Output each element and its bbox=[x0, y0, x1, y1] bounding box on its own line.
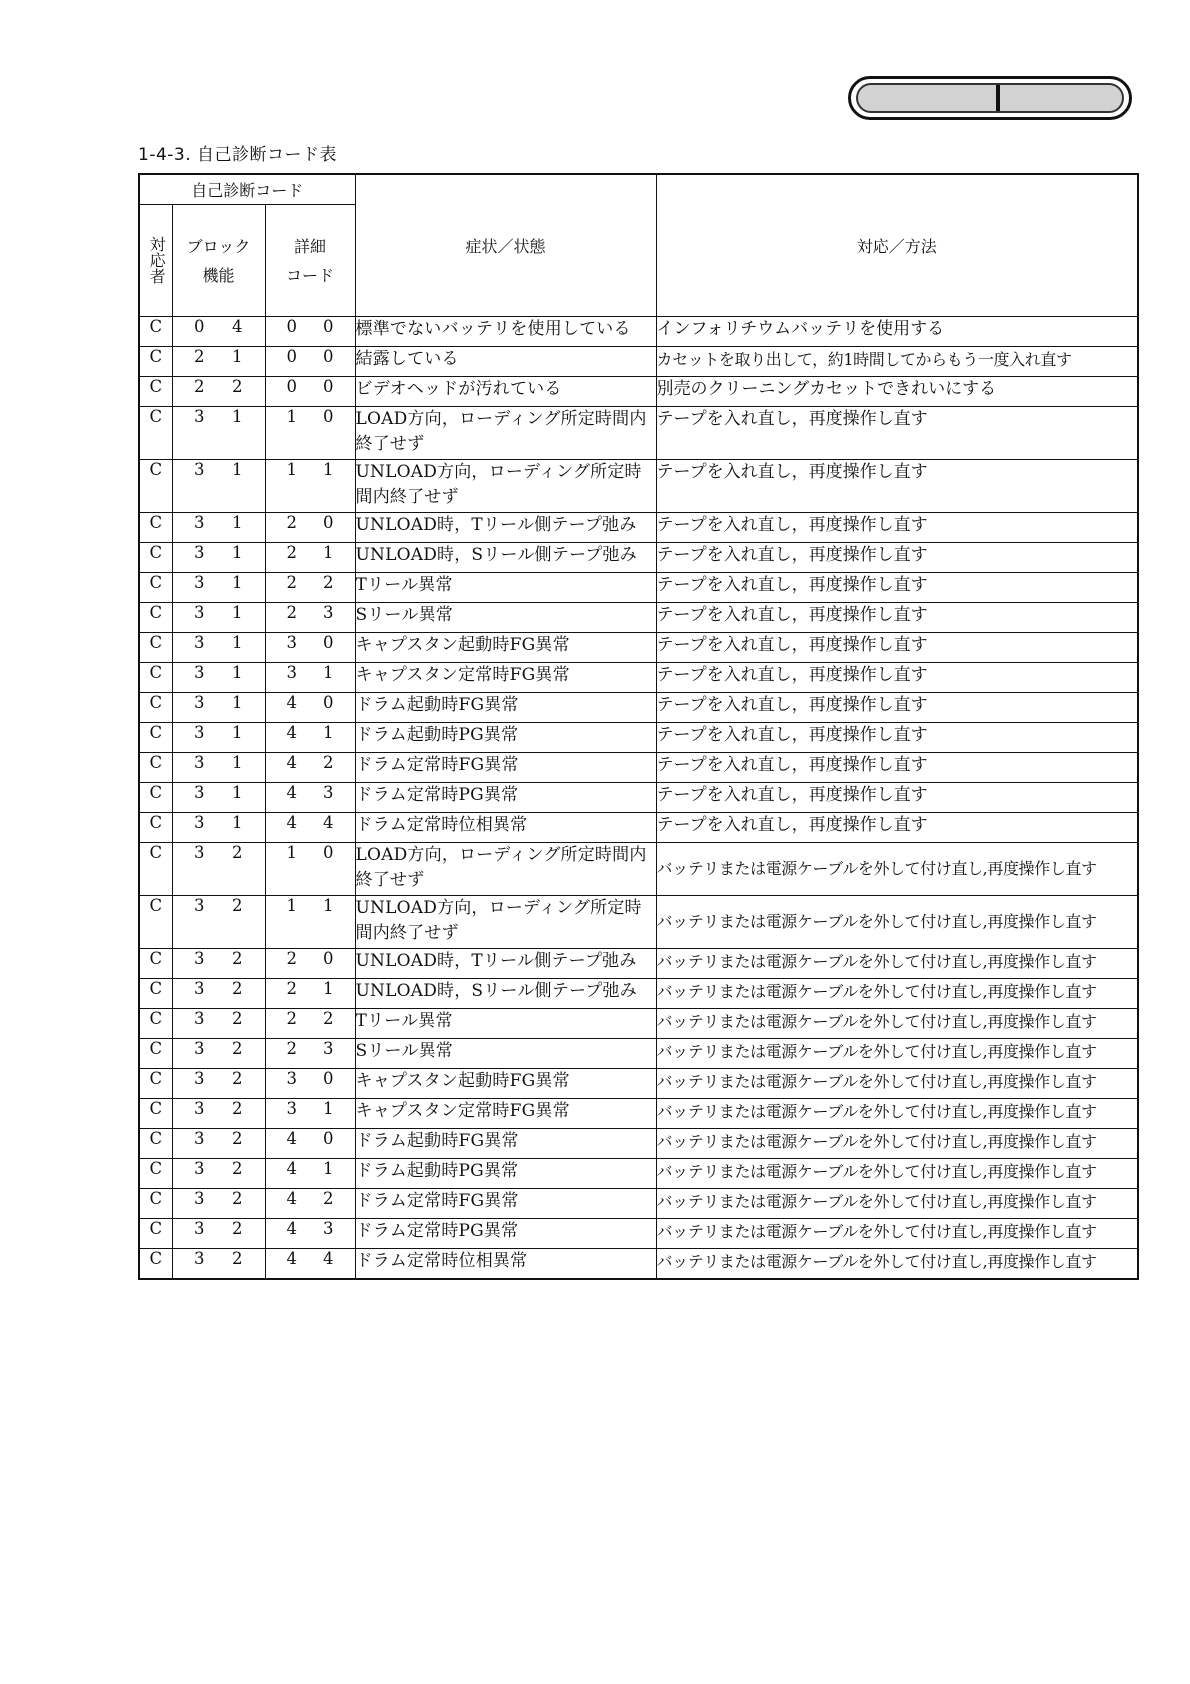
block-code-digit-2: 4 bbox=[218, 316, 265, 346]
block-code-digit-2: 1 bbox=[218, 602, 265, 632]
symptom-cell: Sリール異常 bbox=[355, 1038, 656, 1068]
table-row bbox=[139, 662, 1138, 692]
detail-code-digit-2: 0 bbox=[310, 692, 355, 722]
action-cell: インフォリチウムバッテリを使用する bbox=[656, 316, 1138, 346]
block-code-digit-1: 0 bbox=[172, 316, 218, 346]
block-code-digit-2: 2 bbox=[218, 948, 265, 978]
table-row bbox=[139, 1248, 1138, 1279]
table-row bbox=[139, 1218, 1138, 1248]
action-cell: バッテリまたは電源ケーブルを外して付け直し,再度操作し直す bbox=[656, 1038, 1138, 1068]
block-code-digit-2: 2 bbox=[218, 978, 265, 1008]
detail-code-digit-2: 3 bbox=[310, 782, 355, 812]
handler-cell: C bbox=[139, 895, 172, 948]
detail-code-digit-1: 1 bbox=[265, 459, 310, 512]
table-row bbox=[139, 1188, 1138, 1218]
block-code-digit-1: 3 bbox=[172, 1038, 218, 1068]
block-code-digit-1: 3 bbox=[172, 662, 218, 692]
symptom-cell: UNLOAD時，Sリール側テープ弛み bbox=[355, 978, 656, 1008]
action-cell: バッテリまたは電源ケーブルを外して付け直し,再度操作し直す bbox=[656, 948, 1138, 978]
handler-cell: C bbox=[139, 1098, 172, 1128]
block-code-digit-1: 3 bbox=[172, 1068, 218, 1098]
action-cell: バッテリまたは電源ケーブルを外して付け直し,再度操作し直す bbox=[656, 1248, 1138, 1279]
header-symptom: 症状／状態 bbox=[355, 174, 656, 316]
handler-cell: C bbox=[139, 752, 172, 782]
symptom-cell: ドラム起動時PG異常 bbox=[355, 722, 656, 752]
handler-cell: C bbox=[139, 1158, 172, 1188]
block-code-digit-2: 1 bbox=[218, 406, 265, 459]
self-diagnosis-code-table bbox=[138, 173, 1139, 1280]
table-row bbox=[139, 722, 1138, 752]
detail-code-digit-1: 1 bbox=[265, 895, 310, 948]
block-code-digit-1: 3 bbox=[172, 1128, 218, 1158]
block-code-digit-1: 3 bbox=[172, 572, 218, 602]
detail-code-digit-1: 2 bbox=[265, 948, 310, 978]
block-code-digit-1: 3 bbox=[172, 782, 218, 812]
symptom-cell: ドラム起動時PG異常 bbox=[355, 1158, 656, 1188]
detail-code-digit-2: 0 bbox=[310, 632, 355, 662]
symptom-cell: Sリール異常 bbox=[355, 602, 656, 632]
block-code-digit-2: 2 bbox=[218, 1128, 265, 1158]
symptom-cell: ドラム定常時PG異常 bbox=[355, 782, 656, 812]
header-block-function bbox=[172, 204, 265, 316]
handler-cell: C bbox=[139, 948, 172, 978]
table-row bbox=[139, 842, 1138, 895]
block-code-digit-1: 3 bbox=[172, 1188, 218, 1218]
action-cell: バッテリまたは電源ケーブルを外して付け直し,再度操作し直す bbox=[656, 1158, 1138, 1188]
block-code-digit-2: 1 bbox=[218, 512, 265, 542]
table-row bbox=[139, 602, 1138, 632]
handler-cell: C bbox=[139, 1218, 172, 1248]
handler-cell: C bbox=[139, 1068, 172, 1098]
detail-code-digit-1: 3 bbox=[265, 632, 310, 662]
block-code-digit-2: 2 bbox=[218, 1188, 265, 1218]
table-row bbox=[139, 1038, 1138, 1068]
detail-code-digit-1: 4 bbox=[265, 722, 310, 752]
symptom-cell: ドラム定常時PG異常 bbox=[355, 1218, 656, 1248]
symptom-cell: UNLOAD方向，ローディング所定時間内終了せず bbox=[355, 895, 656, 948]
detail-code-digit-2: 1 bbox=[310, 1158, 355, 1188]
symptom-cell: ドラム起動時FG異常 bbox=[355, 692, 656, 722]
action-cell: テープを入れ直し，再度操作し直す bbox=[656, 662, 1138, 692]
table-row bbox=[139, 376, 1138, 406]
detail-code-digit-1: 2 bbox=[265, 602, 310, 632]
action-cell: バッテリまたは電源ケーブルを外して付け直し,再度操作し直す bbox=[656, 1218, 1138, 1248]
detail-code-digit-1: 2 bbox=[265, 572, 310, 602]
symptom-cell: UNLOAD時，Sリール側テープ弛み bbox=[355, 542, 656, 572]
table-row bbox=[139, 632, 1138, 662]
symptom-cell: UNLOAD時，Tリール側テープ弛み bbox=[355, 948, 656, 978]
detail-code-digit-2: 2 bbox=[310, 1008, 355, 1038]
detail-code-digit-1: 1 bbox=[265, 406, 310, 459]
symptom-cell: ドラム定常時位相異常 bbox=[355, 1248, 656, 1279]
handler-cell: C bbox=[139, 692, 172, 722]
action-cell: バッテリまたは電源ケーブルを外して付け直し,再度操作し直す bbox=[656, 895, 1138, 948]
chapter-tab-divider bbox=[996, 83, 1000, 113]
detail-code-digit-1: 2 bbox=[265, 978, 310, 1008]
action-cell: テープを入れ直し，再度操作し直す bbox=[656, 812, 1138, 842]
table-row bbox=[139, 782, 1138, 812]
symptom-cell: UNLOAD時，Tリール側テープ弛み bbox=[355, 512, 656, 542]
table-row bbox=[139, 1008, 1138, 1038]
block-code-digit-2: 2 bbox=[218, 1008, 265, 1038]
block-code-digit-2: 1 bbox=[218, 572, 265, 602]
detail-code-digit-1: 4 bbox=[265, 1248, 310, 1279]
action-cell: バッテリまたは電源ケーブルを外して付け直し,再度操作し直す bbox=[656, 1188, 1138, 1218]
detail-code-digit-1: 3 bbox=[265, 662, 310, 692]
detail-code-digit-1: 3 bbox=[265, 1068, 310, 1098]
symptom-cell: UNLOAD方向，ローディング所定時間内終了せず bbox=[355, 459, 656, 512]
header-self-diagnosis-code: 自己診断コード bbox=[139, 174, 355, 204]
block-code-digit-1: 3 bbox=[172, 812, 218, 842]
handler-cell: C bbox=[139, 406, 172, 459]
detail-code-digit-2: 1 bbox=[310, 459, 355, 512]
handler-cell: C bbox=[139, 662, 172, 692]
block-code-digit-2: 1 bbox=[218, 692, 265, 722]
block-code-digit-2: 1 bbox=[218, 346, 265, 376]
detail-code-digit-2: 0 bbox=[310, 842, 355, 895]
symptom-cell: LOAD方向，ローディング所定時間内終了せず bbox=[355, 842, 656, 895]
table-row bbox=[139, 316, 1138, 346]
block-code-digit-2: 2 bbox=[218, 1098, 265, 1128]
block-code-digit-1: 3 bbox=[172, 1098, 218, 1128]
block-code-digit-2: 1 bbox=[218, 459, 265, 512]
block-code-digit-2: 2 bbox=[218, 376, 265, 406]
table-row bbox=[139, 346, 1138, 376]
detail-code-digit-2: 4 bbox=[310, 1248, 355, 1279]
block-code-digit-2: 2 bbox=[218, 895, 265, 948]
symptom-cell: ドラム定常時FG異常 bbox=[355, 752, 656, 782]
symptom-cell: キャプスタン起動時FG異常 bbox=[355, 1068, 656, 1098]
handler-cell: C bbox=[139, 512, 172, 542]
detail-code-digit-2: 0 bbox=[310, 346, 355, 376]
action-cell: カセットを取り出して，約1時間してからもう一度入れ直す bbox=[656, 346, 1138, 376]
detail-code-digit-2: 0 bbox=[310, 1068, 355, 1098]
detail-code-digit-1: 2 bbox=[265, 1008, 310, 1038]
detail-code-digit-2: 1 bbox=[310, 978, 355, 1008]
handler-cell: C bbox=[139, 572, 172, 602]
table-row bbox=[139, 752, 1138, 782]
handler-cell: C bbox=[139, 376, 172, 406]
detail-code-digit-1: 4 bbox=[265, 752, 310, 782]
block-code-digit-2: 2 bbox=[218, 1158, 265, 1188]
action-cell: テープを入れ直し，再度操作し直す bbox=[656, 752, 1138, 782]
detail-code-digit-2: 1 bbox=[310, 662, 355, 692]
detail-code-digit-2: 2 bbox=[310, 572, 355, 602]
table-row bbox=[139, 572, 1138, 602]
block-code-digit-1: 3 bbox=[172, 406, 218, 459]
block-code-digit-1: 3 bbox=[172, 842, 218, 895]
handler-cell: C bbox=[139, 842, 172, 895]
header-block-line1: ブロック bbox=[186, 237, 251, 256]
detail-code-digit-1: 4 bbox=[265, 692, 310, 722]
handler-cell: C bbox=[139, 459, 172, 512]
detail-code-digit-2: 4 bbox=[310, 812, 355, 842]
block-code-digit-1: 3 bbox=[172, 948, 218, 978]
detail-code-digit-2: 0 bbox=[310, 406, 355, 459]
handler-cell: C bbox=[139, 1038, 172, 1068]
detail-code-digit-2: 1 bbox=[310, 542, 355, 572]
handler-cell: C bbox=[139, 346, 172, 376]
action-cell: バッテリまたは電源ケーブルを外して付け直し,再度操作し直す bbox=[656, 842, 1138, 895]
symptom-cell: 結露している bbox=[355, 346, 656, 376]
block-code-digit-2: 1 bbox=[218, 782, 265, 812]
detail-code-digit-1: 0 bbox=[265, 376, 310, 406]
detail-code-digit-2: 1 bbox=[310, 1098, 355, 1128]
detail-code-digit-2: 0 bbox=[310, 376, 355, 406]
block-code-digit-1: 3 bbox=[172, 895, 218, 948]
table-row bbox=[139, 1068, 1138, 1098]
table-row bbox=[139, 895, 1138, 948]
action-cell: テープを入れ直し，再度操作し直す bbox=[656, 512, 1138, 542]
header-action: 対応／方法 bbox=[656, 174, 1138, 316]
action-cell: テープを入れ直し，再度操作し直す bbox=[656, 542, 1138, 572]
block-code-digit-2: 1 bbox=[218, 722, 265, 752]
table-row bbox=[139, 459, 1138, 512]
handler-cell: C bbox=[139, 722, 172, 752]
header-block-line2: 機能 bbox=[202, 266, 235, 285]
header-handler: 対応者 bbox=[139, 204, 172, 316]
detail-code-digit-2: 0 bbox=[310, 948, 355, 978]
action-cell: テープを入れ直し，再度操作し直す bbox=[656, 602, 1138, 632]
action-cell: バッテリまたは電源ケーブルを外して付け直し,再度操作し直す bbox=[656, 1098, 1138, 1128]
symptom-cell: ドラム定常時FG異常 bbox=[355, 1188, 656, 1218]
symptom-cell: ドラム起動時FG異常 bbox=[355, 1128, 656, 1158]
table-row bbox=[139, 692, 1138, 722]
action-cell: バッテリまたは電源ケーブルを外して付け直し,再度操作し直す bbox=[656, 1008, 1138, 1038]
block-code-digit-1: 3 bbox=[172, 978, 218, 1008]
detail-code-digit-1: 4 bbox=[265, 1218, 310, 1248]
action-cell: バッテリまたは電源ケーブルを外して付け直し,再度操作し直す bbox=[656, 1128, 1138, 1158]
symptom-cell: ビデオヘッドが汚れている bbox=[355, 376, 656, 406]
symptom-cell: キャプスタン起動時FG異常 bbox=[355, 632, 656, 662]
action-cell: テープを入れ直し，再度操作し直す bbox=[656, 459, 1138, 512]
detail-code-digit-1: 2 bbox=[265, 542, 310, 572]
table-row bbox=[139, 512, 1138, 542]
block-code-digit-2: 1 bbox=[218, 542, 265, 572]
block-code-digit-2: 1 bbox=[218, 662, 265, 692]
handler-cell: C bbox=[139, 1188, 172, 1218]
block-code-digit-1: 2 bbox=[172, 376, 218, 406]
table-row bbox=[139, 542, 1138, 572]
detail-code-digit-2: 0 bbox=[310, 1128, 355, 1158]
detail-code-digit-2: 3 bbox=[310, 1038, 355, 1068]
header-detail-line1: 詳細 bbox=[293, 237, 326, 256]
handler-cell: C bbox=[139, 1128, 172, 1158]
chapter-tab-inner bbox=[856, 83, 1124, 113]
detail-code-digit-1: 4 bbox=[265, 782, 310, 812]
action-cell: テープを入れ直し，再度操作し直す bbox=[656, 572, 1138, 602]
detail-code-digit-2: 1 bbox=[310, 722, 355, 752]
handler-cell: C bbox=[139, 542, 172, 572]
block-code-digit-1: 3 bbox=[172, 602, 218, 632]
chapter-tab bbox=[848, 76, 1132, 120]
detail-code-digit-1: 0 bbox=[265, 316, 310, 346]
table-row bbox=[139, 1098, 1138, 1128]
block-code-digit-1: 2 bbox=[172, 346, 218, 376]
detail-code-digit-1: 4 bbox=[265, 1188, 310, 1218]
handler-cell: C bbox=[139, 316, 172, 346]
block-code-digit-2: 1 bbox=[218, 632, 265, 662]
action-cell: テープを入れ直し，再度操作し直す bbox=[656, 782, 1138, 812]
detail-code-digit-2: 2 bbox=[310, 1188, 355, 1218]
detail-code-digit-1: 2 bbox=[265, 512, 310, 542]
detail-code-digit-2: 3 bbox=[310, 602, 355, 632]
detail-code-digit-2: 0 bbox=[310, 512, 355, 542]
block-code-digit-2: 2 bbox=[218, 1038, 265, 1068]
handler-cell: C bbox=[139, 1008, 172, 1038]
block-code-digit-1: 3 bbox=[172, 1218, 218, 1248]
detail-code-digit-2: 3 bbox=[310, 1218, 355, 1248]
block-code-digit-1: 3 bbox=[172, 1158, 218, 1188]
action-cell: テープを入れ直し，再度操作し直す bbox=[656, 692, 1138, 722]
table-row bbox=[139, 812, 1138, 842]
symptom-cell: Tリール異常 bbox=[355, 1008, 656, 1038]
handler-cell: C bbox=[139, 978, 172, 1008]
table-row bbox=[139, 406, 1138, 459]
detail-code-digit-2: 2 bbox=[310, 752, 355, 782]
action-cell: テープを入れ直し，再度操作し直す bbox=[656, 722, 1138, 752]
action-cell: テープを入れ直し，再度操作し直す bbox=[656, 632, 1138, 662]
block-code-digit-1: 3 bbox=[172, 752, 218, 782]
detail-code-digit-1: 3 bbox=[265, 1098, 310, 1128]
action-cell: バッテリまたは電源ケーブルを外して付け直し,再度操作し直す bbox=[656, 978, 1138, 1008]
detail-code-digit-2: 0 bbox=[310, 316, 355, 346]
symptom-cell: キャプスタン定常時FG異常 bbox=[355, 1098, 656, 1128]
action-cell: 別売のクリーニングカセットできれいにする bbox=[656, 376, 1138, 406]
detail-code-digit-1: 1 bbox=[265, 842, 310, 895]
header-detail-code bbox=[265, 204, 355, 316]
handler-cell: C bbox=[139, 782, 172, 812]
symptom-cell: ドラム定常時位相異常 bbox=[355, 812, 656, 842]
handler-cell: C bbox=[139, 632, 172, 662]
detail-code-digit-1: 4 bbox=[265, 1128, 310, 1158]
symptom-cell: LOAD方向，ローディング所定時間内終了せず bbox=[355, 406, 656, 459]
table-row bbox=[139, 1128, 1138, 1158]
block-code-digit-2: 2 bbox=[218, 1248, 265, 1279]
handler-cell: C bbox=[139, 1248, 172, 1279]
section-title: 1-4-3. 自己診断コード表 bbox=[138, 145, 338, 165]
table-row bbox=[139, 1158, 1138, 1188]
detail-code-digit-1: 2 bbox=[265, 1038, 310, 1068]
action-cell: テープを入れ直し，再度操作し直す bbox=[656, 406, 1138, 459]
block-code-digit-1: 3 bbox=[172, 1248, 218, 1279]
handler-cell: C bbox=[139, 812, 172, 842]
action-cell: バッテリまたは電源ケーブルを外して付け直し,再度操作し直す bbox=[656, 1068, 1138, 1098]
symptom-cell: 標準でないバッテリを使用している bbox=[355, 316, 656, 346]
detail-code-digit-2: 1 bbox=[310, 895, 355, 948]
block-code-digit-1: 3 bbox=[172, 632, 218, 662]
block-code-digit-2: 2 bbox=[218, 1068, 265, 1098]
block-code-digit-1: 3 bbox=[172, 459, 218, 512]
block-code-digit-1: 3 bbox=[172, 512, 218, 542]
table-row bbox=[139, 948, 1138, 978]
block-code-digit-1: 3 bbox=[172, 722, 218, 752]
symptom-cell: キャプスタン定常時FG異常 bbox=[355, 662, 656, 692]
detail-code-digit-1: 0 bbox=[265, 346, 310, 376]
block-code-digit-1: 3 bbox=[172, 692, 218, 722]
block-code-digit-1: 3 bbox=[172, 542, 218, 572]
block-code-digit-2: 2 bbox=[218, 1218, 265, 1248]
detail-code-digit-1: 4 bbox=[265, 812, 310, 842]
table-row bbox=[139, 978, 1138, 1008]
handler-cell: C bbox=[139, 602, 172, 632]
block-code-digit-2: 1 bbox=[218, 812, 265, 842]
header-detail-line2: コード bbox=[285, 266, 334, 285]
symptom-cell: Tリール異常 bbox=[355, 572, 656, 602]
block-code-digit-1: 3 bbox=[172, 1008, 218, 1038]
detail-code-digit-1: 4 bbox=[265, 1158, 310, 1188]
block-code-digit-2: 2 bbox=[218, 842, 265, 895]
block-code-digit-2: 1 bbox=[218, 752, 265, 782]
